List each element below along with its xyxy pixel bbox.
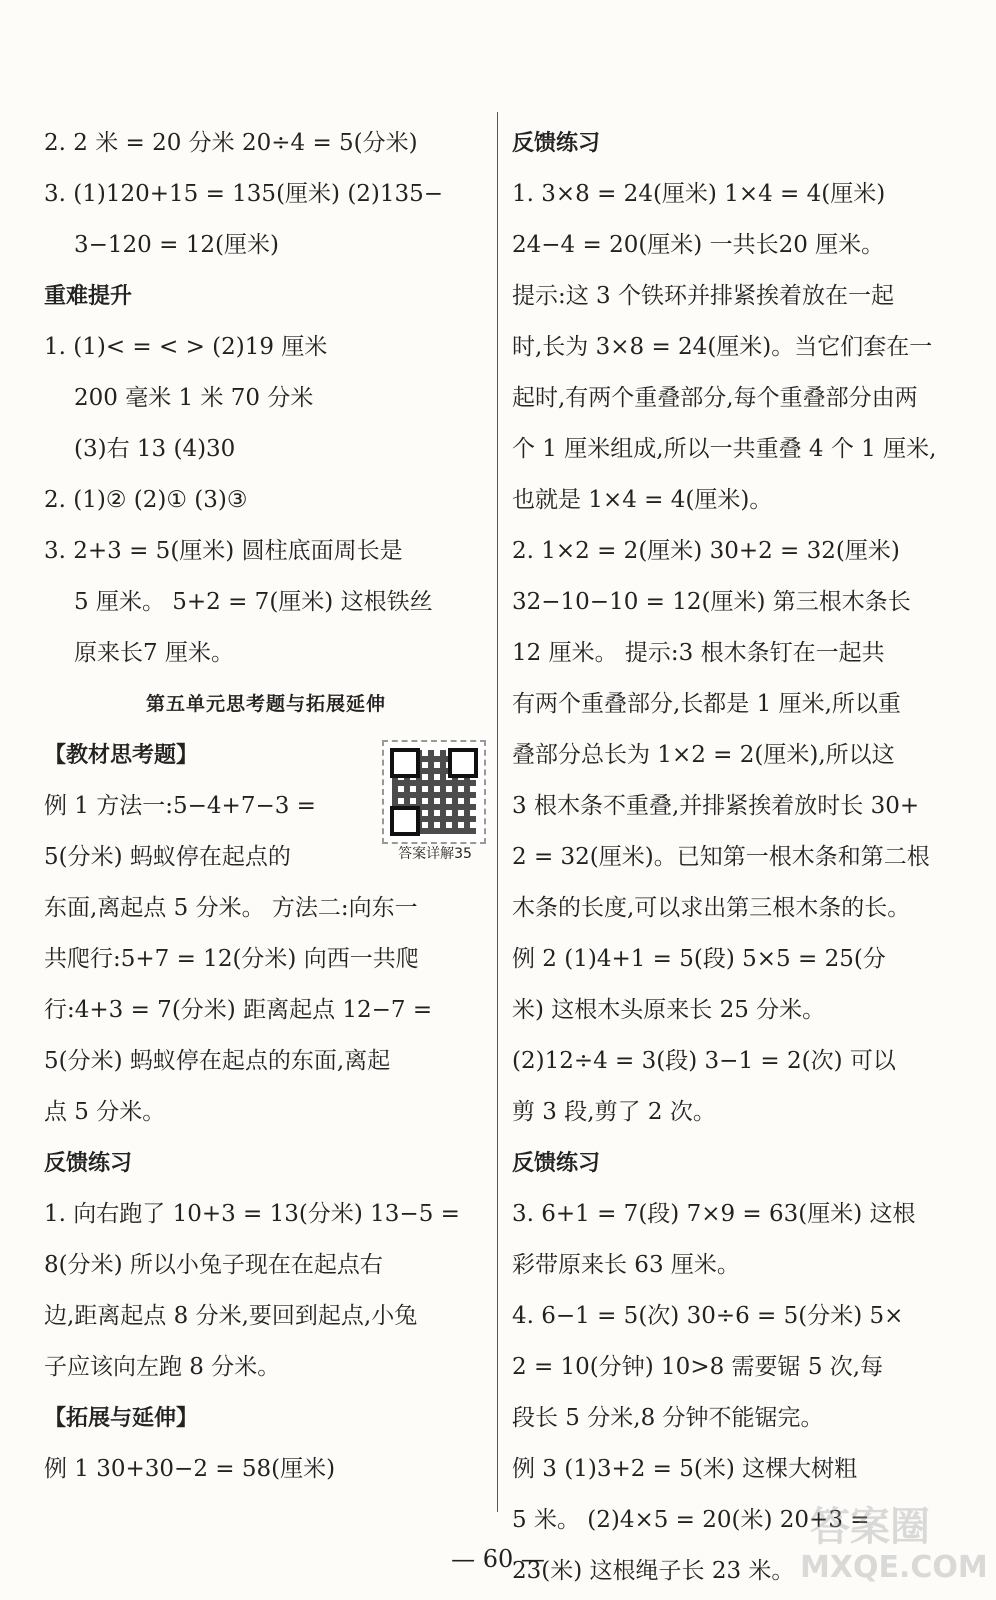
answer-line: 东面,离起点 5 分米。 方法二:向东一 bbox=[44, 895, 418, 921]
answer-line: 24−4 = 20(厘米) 一共长20 厘米。 bbox=[512, 232, 885, 258]
answer-line: 子应该向左跑 8 分米。 bbox=[44, 1354, 281, 1380]
answer-line: 时,长为 3×8 = 24(厘米)。当它们套在一 bbox=[512, 334, 933, 360]
answer-line: 3. (1)120+15 = 135(厘米) (2)135− bbox=[44, 181, 444, 207]
answer-line: 200 毫米 1 米 70 分米 bbox=[74, 385, 314, 411]
answer-line: 32−10−10 = 12(厘米) 第三根木条长 bbox=[512, 589, 911, 615]
answer-line: 2 = 32(厘米)。已知第一根木条和第二根 bbox=[512, 844, 930, 870]
answer-line: (3)右 13 (4)30 bbox=[74, 436, 236, 462]
answer-line: 5(分米) 蚂蚁停在起点的东面,离起 bbox=[44, 1048, 391, 1074]
answer-line: 3−120 = 12(厘米) bbox=[74, 232, 279, 258]
answer-line: 提示:这 3 个铁环并排紧挨着放在一起 bbox=[512, 283, 895, 309]
section-heading: 反馈练习 bbox=[512, 131, 601, 156]
section-heading: 第五单元思考题与拓展延伸 bbox=[145, 693, 386, 715]
answer-line: 4. 6−1 = 5(次) 30÷6 = 5(分米) 5× bbox=[512, 1303, 904, 1329]
right-column bbox=[512, 118, 956, 1597]
answer-line: 个 1 厘米组成,所以一共重叠 4 个 1 厘米, bbox=[512, 436, 937, 462]
answer-line: 段长 5 分米,8 分钟不能锯完。 bbox=[512, 1405, 824, 1431]
section-heading: 【拓展与延伸】 bbox=[44, 1406, 199, 1431]
answer-line: 点 5 分米。 bbox=[44, 1099, 166, 1125]
answer-line: 3. 6+1 = 7(段) 7×9 = 63(厘米) 这根 bbox=[512, 1201, 916, 1227]
answer-line: 1. (1)< = < > (2)19 厘米 bbox=[44, 334, 328, 360]
column-divider bbox=[497, 112, 498, 1512]
answer-line: 3. 2+3 = 5(厘米) 圆柱底面周长是 bbox=[44, 538, 403, 564]
answer-line: 2 = 10(分钟) 10>8 需要锯 5 次,每 bbox=[512, 1354, 884, 1380]
answer-line: 3 根木条不重叠,并排紧挨着放时长 30+ bbox=[512, 793, 920, 819]
answer-line: 叠部分总长为 1×2 = 2(厘米),所以这 bbox=[512, 742, 895, 768]
answer-line: 23(米) 这根绳子长 23 米。 bbox=[512, 1558, 795, 1584]
answer-line: 有两个重叠部分,长都是 1 厘米,所以重 bbox=[512, 691, 901, 717]
answer-line: 5 厘米。 5+2 = 7(厘米) 这根铁丝 bbox=[74, 589, 433, 615]
answer-line: 8(分米) 所以小兔子现在在起点右 bbox=[44, 1252, 383, 1278]
answer-line: 2. (1)② (2)① (3)③ bbox=[44, 487, 248, 513]
answer-line: 例 1 30+30−2 = 58(厘米) bbox=[44, 1456, 336, 1482]
answer-line: 木条的长度,可以求出第三根木条的长。 bbox=[512, 895, 911, 921]
answer-line: 例 2 (1)4+1 = 5(段) 5×5 = 25(分 bbox=[512, 946, 886, 972]
section-heading: 反馈练习 bbox=[512, 1151, 601, 1176]
watermark-logo: 答案圈 MXQE.COM bbox=[800, 1504, 988, 1585]
answer-line: 2. 2 米 = 20 分米 20÷4 = 5(分米) bbox=[44, 130, 418, 156]
answer-line: 5 米。 (2)4×5 = 20(米) 20+3 = bbox=[512, 1507, 870, 1533]
page-number: — 60 — bbox=[451, 1545, 545, 1573]
qr-caption: 答案详解35 bbox=[398, 846, 472, 862]
answer-line: 米) 这根木头原来长 25 分米。 bbox=[512, 997, 826, 1023]
answer-line: 彩带原来长 63 厘米。 bbox=[512, 1252, 740, 1278]
answer-line: 原来长7 厘米。 bbox=[74, 640, 234, 666]
answer-line: 也就是 1×4 = 4(厘米)。 bbox=[512, 487, 773, 513]
section-heading: 重难提升 bbox=[44, 284, 133, 309]
qr-code[interactable] bbox=[382, 740, 486, 844]
answer-line: 1. 向右跑了 10+3 = 13(分米) 13−5 = bbox=[44, 1201, 460, 1227]
answer-line: 边,距离起点 8 分米,要回到起点,小兔 bbox=[44, 1303, 418, 1329]
answer-line: 1. 3×8 = 24(厘米) 1×4 = 4(厘米) bbox=[512, 181, 886, 207]
answer-line: 例 3 (1)3+2 = 5(米) 这棵大树粗 bbox=[512, 1456, 858, 1482]
answer-line: 行:4+3 = 7(分米) 距离起点 12−7 = bbox=[44, 997, 433, 1023]
section-heading: 反馈练习 bbox=[44, 1151, 133, 1176]
answer-line: 例 1 方法一:5−4+7−3 = bbox=[44, 793, 316, 819]
section-heading: 【教材思考题】 bbox=[44, 743, 199, 768]
answer-line: 剪 3 段,剪了 2 次。 bbox=[512, 1099, 716, 1125]
answer-line: 共爬行:5+7 = 12(分米) 向西一共爬 bbox=[44, 946, 419, 972]
answer-line: 5(分米) 蚂蚁停在起点的 bbox=[44, 844, 291, 870]
answer-line: 12 厘米。 提示:3 根木条钉在一起共 bbox=[512, 640, 885, 666]
answer-line: 起时,有两个重叠部分,每个重叠部分由两 bbox=[512, 385, 918, 411]
answer-line: 2. 1×2 = 2(厘米) 30+2 = 32(厘米) bbox=[512, 538, 900, 564]
answer-line: (2)12÷4 = 3(段) 3−1 = 2(次) 可以 bbox=[512, 1048, 896, 1074]
